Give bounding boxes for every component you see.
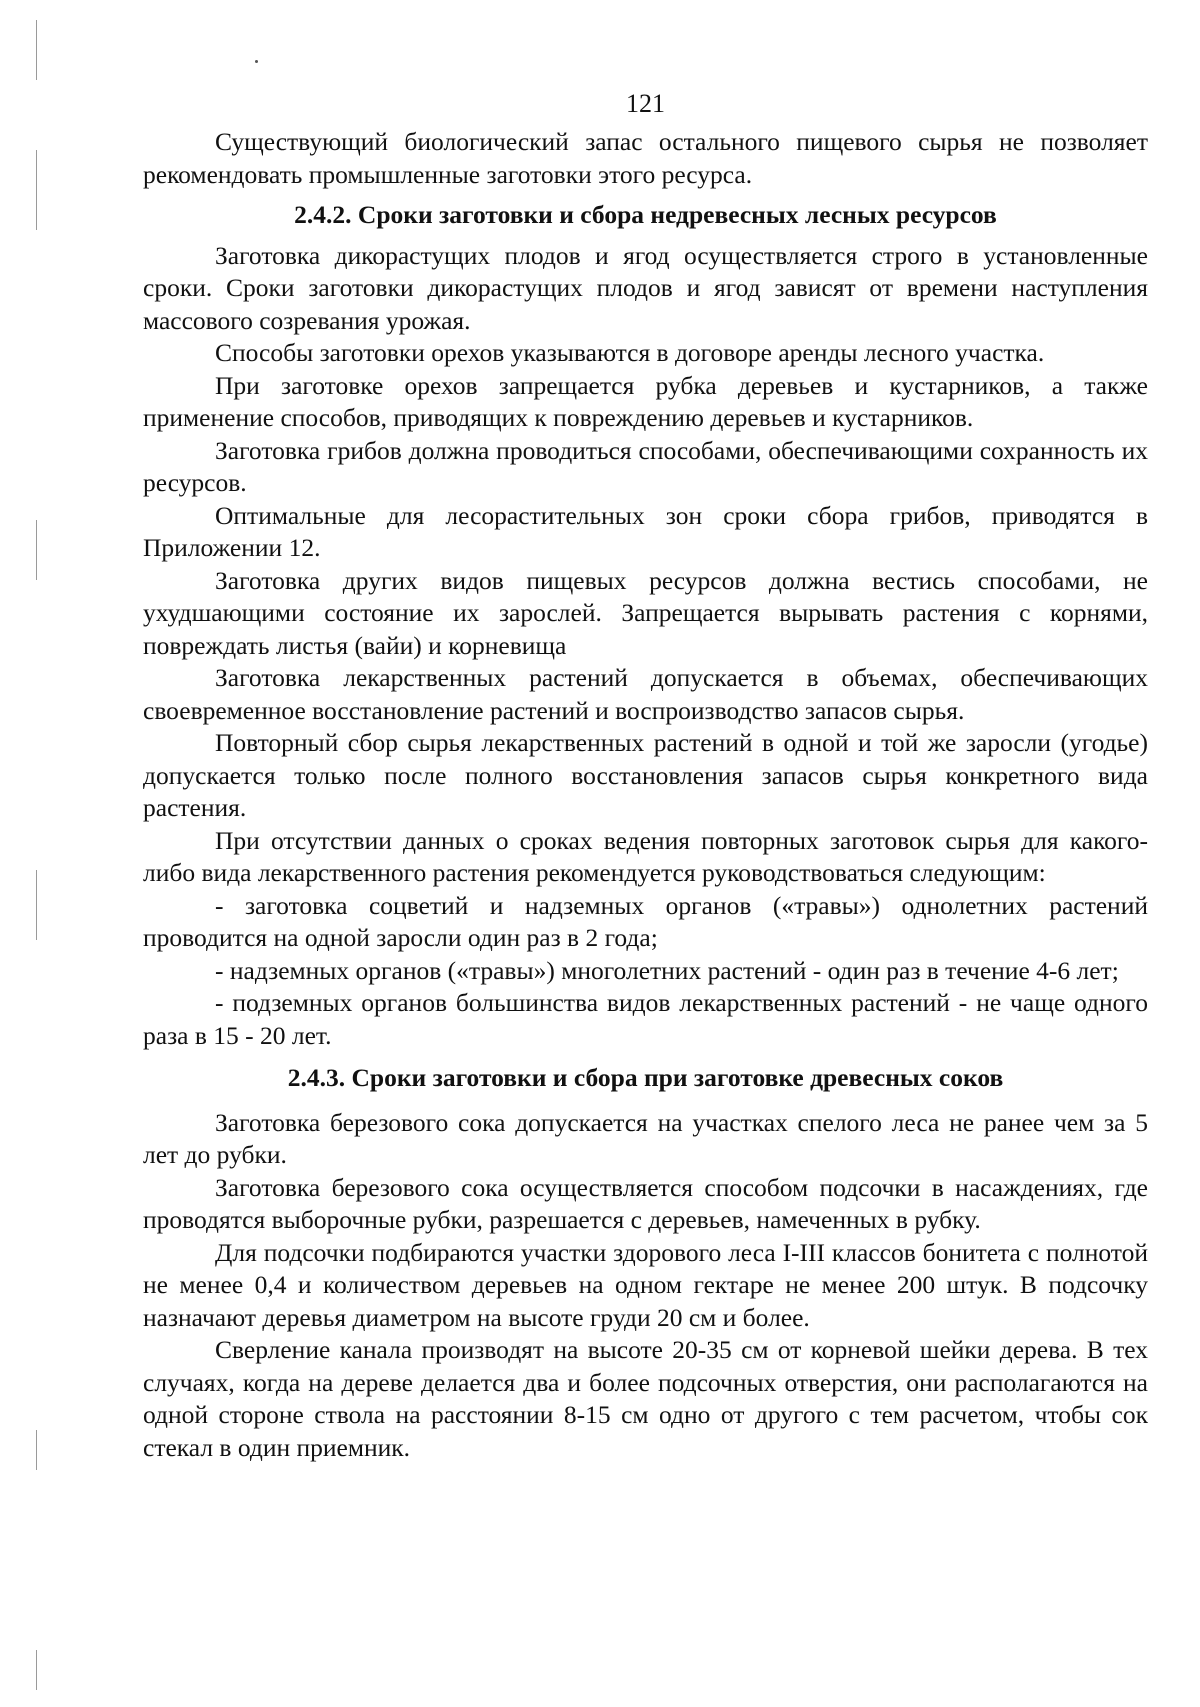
paragraph: Заготовка лекарственных растений допускается в объемах, обеспечивающих своевременное восстановление растений и воспроизводство запасов сырья. <box>143 663 1148 725</box>
paragraph: Оптимальные для лесорастительных зон сроки сбора грибов, приводятся в Приложении 12. <box>143 500 1148 562</box>
paragraph: Заготовка других видов пищевых ресурсов должна вестись способами, не ухудшающими состояние их зарослей. Запрещается вырывать растения с корнями, повреждать листья (вайи) и корневища <box>143 565 1148 660</box>
list-item: - заготовка соцветий и надземных органов («травы») однолетних растений проводится на одной заросли один раз в 2 года; <box>143 890 1148 952</box>
scan-edge-line <box>36 1430 37 1470</box>
paragraph: При отсутствии данных о сроках ведения повторных заготовок сырья для какого-либо вида лекарственного растения рекомендуется руководствоваться следующим: <box>143 825 1148 887</box>
section-heading-2-4-3: 2.4.3. Сроки заготовки и сбора при заготовке древесных соков <box>287 1063 1004 1092</box>
paragraph: Сверление канала производят на высоте 20-35 см от корневой шейки дерева. В тех случаях, когда на дереве делается два и более подсочных отверстия, они располагаются на одной стороне ствола на расстоянии 8-15 см одно от другого с тем расчетом, чтобы сок стекал в один приемник. <box>143 1335 1148 1462</box>
paragraph: При заготовке орехов запрещается рубка деревьев и кустарников, а также применение способов, приводящих к повреждению деревьев и кустарников. <box>143 370 1148 432</box>
scan-edge-line <box>36 520 37 580</box>
paragraph: Заготовка березового сока допускается на участках спелого леса не ранее чем за 5 лет до рубки. <box>143 1107 1148 1169</box>
paragraph: Заготовка грибов должна проводиться способами, обеспечивающими сохранность их ресурсов. <box>143 435 1148 497</box>
paragraph: Повторный сбор сырья лекарственных растений в одной и той же заросли (угодье) допускается только после полного восстановления запасов сырья конкретного вида растения. <box>143 728 1148 822</box>
paragraph: Заготовка дикорастущих плодов и ягод осуществляется строго в установленные сроки. Сроки заготовки дикорастущих плодов и ягод зависят от времени наступления массового созревания урожая. <box>143 240 1148 335</box>
scan-edge-line <box>36 20 37 80</box>
scan-edge-line <box>36 870 37 940</box>
page-number: 121 <box>626 89 665 118</box>
paragraph: Заготовка березового сока осуществляется способом подсочки в насаждениях, где проводятся выборочные рубки, разрешается с деревьев, намеченных в рубку. <box>143 1172 1148 1234</box>
paragraph: Для подсочки подбираются участки здорового леса I-III классов бонитета с полнотой не менее 0,4 и количеством деревьев на одном гектаре не менее 200 штук. В подсочку назначают деревья диаметром на высоте груди 20 см и более. <box>143 1237 1148 1332</box>
list-item: - надземных органов («травы») многолетних растений - один раз в течение 4-6 лет; <box>215 955 1119 985</box>
list-item: - подземных органов большинства видов лекарственных растений - не чаще одного раза в 15 - 20 лет. <box>143 988 1148 1050</box>
scan-speck <box>255 60 258 63</box>
section-heading-2-4-2: 2.4.2. Сроки заготовки и сбора недревесных лесных ресурсов <box>294 200 997 229</box>
scan-edge-line <box>36 1650 37 1690</box>
document-page <box>143 88 1148 1464</box>
paragraph: Способы заготовки орехов указываются в договоре аренды лесного участка. <box>215 338 1045 367</box>
scan-edge-line <box>36 150 37 230</box>
paragraph: Существующий биологический запас остального пищевого сырья не позволяет рекомендовать промышленные заготовки этого ресурса. <box>143 127 1148 189</box>
